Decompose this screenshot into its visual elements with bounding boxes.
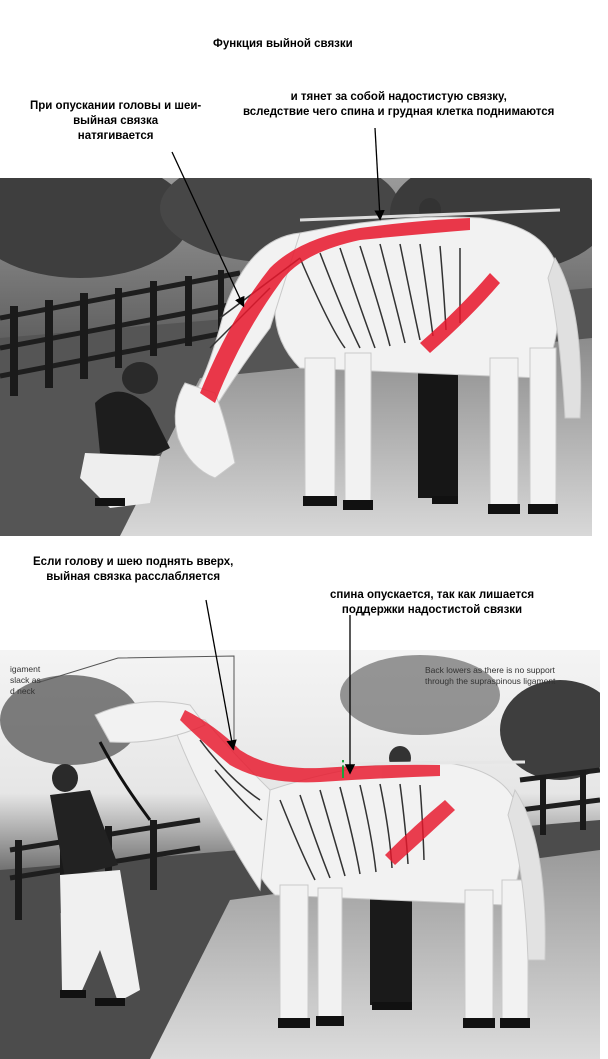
top-left-label: При опускании головы и шеи- выйная связка натягивается: [30, 100, 202, 142]
top-right-label: и тянет за собой надостистую связку, вследствие чего спина и грудная клетка поднимаются: [243, 91, 555, 118]
page-title: Функция выйной связки: [213, 38, 353, 50]
photo-caption-left: igament slack as d neck: [10, 664, 41, 696]
photo-caption-right: Back lowers as there is no support through the supraspinous ligament: [425, 665, 556, 686]
horse-head-lowered-photo: [0, 178, 592, 536]
bottom-left-label: Если голову и шею поднять вверх, выйная связка расслабляется: [33, 556, 234, 583]
bottom-right-label: спина опускается, так как лишается поддержки надостистой связки: [330, 589, 535, 616]
horse-head-raised-photo: [0, 650, 600, 1059]
